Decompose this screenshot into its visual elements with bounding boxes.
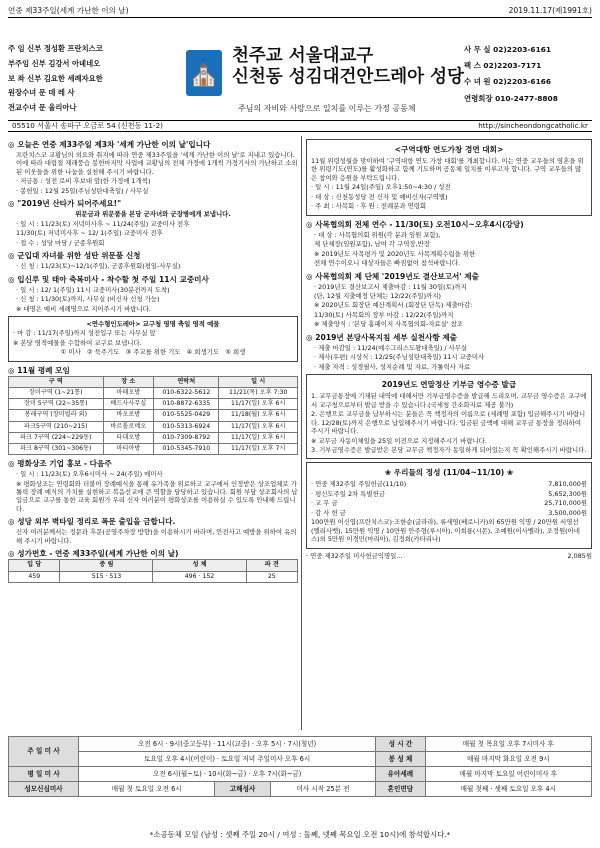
list-item: · 일 시 : 12/ 1(주일) 11시 교중미사(30분전까지 도착) <box>16 285 170 294</box>
table-cell: 타대오방 <box>103 432 154 443</box>
list-item: · 일 시 : 11월 24일(주일) 오후1:50~4:30 / 성전 <box>311 183 451 192</box>
table-cell: 010-7309-8792 <box>154 432 219 443</box>
table-cell: 마티아방 <box>103 443 154 454</box>
box-options <box>13 348 293 356</box>
offering-row <box>306 552 592 560</box>
small-community-note: *소공동체 모임 (남성 : 셋째 주일 20시 / 여성 : 둘째, 넷째 목요일 오전 10시)에 참석합시다.* <box>149 830 451 839</box>
section-body: 프란치스코 교황님의 외요와 취지에 따라 연중 제33주일을 '세계 가난한 이의 날'로 지내고 있습니다. 이에 따라 대림절 재래풍습 봉헌마지막 사업에 교황님의 전체 가정에 1개씩 가정기사의 가난하고 소외된 이웃들을 위한 나눔을 실천해 주시기 바랍니다. <box>16 151 298 176</box>
list-item: · 2019년도 결산보고서 제출마감 : 11월 30일(토)까지 <box>314 282 467 291</box>
offering-row <box>311 509 587 517</box>
table-header: 입 당 <box>9 560 60 571</box>
table-cell: 고해성사 <box>215 782 270 797</box>
website-link[interactable]: http://sincheondongcatholic.kr <box>478 121 588 130</box>
table-cell: 파크5구역 (210~215) <box>9 421 104 432</box>
table-cell: 파크 7구역 (224~229동) <box>9 432 104 443</box>
list-item: (단, 12월 지출예정 단체는 12/22(주일)까지) <box>314 292 441 301</box>
hymn-table <box>8 559 298 582</box>
box-title: <연수형인도레아> 교구청 영명 축일 영적 예물 <box>86 319 220 328</box>
table-header: 구 역 <box>9 376 104 387</box>
contact-item: 팩 스 02)2203-7171 <box>464 61 542 71</box>
list-item: · 대 상 : 신천동성당 전 신자 및 예비신자(구역별) <box>311 192 448 201</box>
table-header: 성 체 <box>153 560 246 571</box>
offering-amount: 5,652,300원 <box>548 489 587 498</box>
section-title: ◎ 오늘은 연중 제33주일 제3차 '세계 가난한 이의 날'입니다 <box>8 140 211 149</box>
table-cell: 파크 8구역 (301~306동) <box>9 443 104 454</box>
table-cell: 010-5345-7910 <box>154 443 219 454</box>
list-item: 11/30(토) 사목회의 장부 마감 : 12/22(주일)까지 <box>314 310 454 319</box>
staff-item: 부주임 신부 김강서 아녜네오 <box>8 58 101 68</box>
list-item: · 저금통 : 성전 로비 후보대 앞(한 가정에 1개씩) <box>16 177 151 186</box>
section-body: · 신 청 : 11/23(토)~12/1(주일), 군종후원회(평일-사무실) <box>16 262 181 271</box>
table-header: 일 시 <box>219 376 298 387</box>
table-cell: 매월 첫 토요일 오전 6시 <box>79 782 215 797</box>
table-cell: 010-5525-0429 <box>154 410 219 421</box>
offering-row <box>311 490 587 498</box>
table-row <box>9 443 298 454</box>
table-cell: 오전 6시 · 9시(중고등부) · 11시(교중) · 오후 5시 · 7시(청년) <box>79 737 376 752</box>
table-cell: 매월 첫째 · 셋째 토요일 오후 4시 <box>425 782 591 797</box>
left-column <box>8 136 298 583</box>
right-column <box>306 136 592 561</box>
list-item: ※ 2020년도 회장단 예산계획서 (회장단 단독) 제출마감: <box>314 301 473 310</box>
list-item: ※ 제출양식 : '본당 홈페이지 사목협의회-자료실' 참조 <box>314 320 463 329</box>
staff-list <box>8 42 178 116</box>
list-item: · 제출 마감일 : 11/24(예수그리스도왕대축일) / 사무실 <box>314 343 468 352</box>
spiritual-gift-box <box>8 316 298 362</box>
table-cell: 496 · 152 <box>153 571 246 582</box>
list-item: ※ 대명은 예비 세례명으로 지어주시기 바랍니다. <box>16 304 151 313</box>
table-cell: 봉 성 체 <box>376 752 425 767</box>
offering-row <box>311 480 587 488</box>
top-bar <box>8 6 592 18</box>
table-row <box>9 737 592 752</box>
table-row <box>9 767 592 782</box>
offering-label: · 연중 제32주일 미사헌금익명일... <box>306 551 403 560</box>
list-item: 2. 은행으로 교무금을 납부하시는 분들은 꼭 책정자의 이름으로 (세례명 포함) 입금해주시기 바랍니다. 12/28(토)까지 은행으로 납입해주시기 바랍니다. 입금된 금액에 대해 교무금 통장을 정리하여 주시기 바랍니다. <box>311 410 586 436</box>
section-subtitle: 위문금과 위문품을 본당 군자녀와 군장병에게 보냅니다. <box>75 210 231 219</box>
offering-label: · 감 사 헌 금 <box>311 508 346 517</box>
table-cell: 미사 시작 25분 전 <box>270 782 375 797</box>
table-cell: 11/17(일) 오후 7시 <box>219 443 298 454</box>
list-item: · 신 청 : 11/30(토)까지, 사무실 (비신자 신청 가능) <box>16 295 160 304</box>
offering-row <box>311 499 587 507</box>
table-row <box>9 782 592 797</box>
contact-item: 사 무 실 02)2203-6161 <box>464 45 552 54</box>
table-row <box>9 752 592 767</box>
table-cell: 성 시 간 <box>376 737 425 752</box>
table-cell: 11/21(목) 오후 7:30 <box>219 387 298 398</box>
section-title: ◎ 2019년 본당사목지침 세부 실천사항 제출 <box>306 332 458 342</box>
box-body: 11월 위령성월을 맞이하여 '구역대항 연도 가창 대회'를 개최합니다. 이는 연중 교우들의 영혼을 위한 위령기도(연도)를 활성화하고 함께 기도하며 공동체 일치를 이루고자 합니다. 구역 교우들의 많은 참여와 응원을 부탁드립니다. <box>311 157 584 182</box>
list-item: ※ 2019년도 사목평가 및 2020년도 사목계획수립을 위한 <box>314 249 476 258</box>
contest-box <box>306 139 592 216</box>
table-cell: 바르톨로메오 <box>103 421 154 432</box>
staff-item: 원장수녀 문 데 레 사 <box>8 88 75 98</box>
section-body: · 일 시 : 11/23(토) 오후6시미사 ~ 24(주일) 매미사 <box>16 470 163 479</box>
section-title: ◎ 사목협의회 전체 연수 - 11/30(토) 오전10시~오후4시(강당) <box>306 219 524 229</box>
church-logo-icon: ⛪ <box>186 50 222 96</box>
table-row <box>9 387 298 398</box>
list-item: · 제출 자격 : 성경필사, 성지순례 및 자료, 가톨릭사 자료 <box>314 362 471 371</box>
table-cell: 11/17(일) 오후 6시 <box>219 421 298 432</box>
offering-box <box>306 462 592 548</box>
offering-note: 100만원 이신엽(프란치스코)·조한순(글라라), 류세영(베로니카)외 65만원 익명 / 20만원 서영선(엘리사벳), 15만원 익명 / 10만원 안주형(루시아), 이희룡(시몬), 조예원(이사벨라), 조정원(아네스)외 5만원 이경민(마리아), 김정희(카타리나) <box>311 518 580 544</box>
table-cell: 11/18(월) 오후 6시 <box>219 410 298 421</box>
table-cell: 010-5313-6924 <box>154 421 219 432</box>
staff-item: 전교수녀 문 율리아나 <box>8 103 77 113</box>
table-cell: 459 <box>9 571 60 582</box>
section-title: ◎ 입신루 및 태아 축복미사 - 착수할 첫 주일 11시 교중미사 <box>8 274 209 284</box>
table-cell: 010-8872-6335 <box>154 399 219 410</box>
table-cell: 515 · 513 <box>60 571 153 582</box>
section-title: ◎ 성가번호 - 연중 제33주일(세계 가난한 이의 날) <box>8 549 179 559</box>
box-title: 2019년도 연말정산 기부금 영수증 발급 <box>381 380 517 390</box>
tax-receipt-box <box>306 374 592 459</box>
offering-label: · 연중 제32주일 주일헌금(11/10) <box>311 480 407 489</box>
table-cell: 매월 첫 목요일 오후 7시미사 후 <box>425 737 591 752</box>
table-row <box>9 432 298 443</box>
option-item: ③ 주교를 위한 기도 <box>125 348 181 357</box>
table-cell: 바오로방 <box>103 410 154 421</box>
section-title: ◎ 11월 평례 모임 <box>8 365 70 375</box>
table-cell: 25 <box>246 571 298 582</box>
option-item: ② 묵주기도 <box>86 348 120 357</box>
option-item: ④ 희생기도 <box>186 348 220 357</box>
offering-label: · 평신도주일 2차 특별헌금 <box>311 489 385 498</box>
church-name <box>232 46 464 88</box>
offering-amount: 2,085원 <box>567 551 592 560</box>
offering-amount: 3,500,000원 <box>548 508 587 517</box>
issue-title: 연중 제33주일(세계 가난한 이의 날) <box>8 6 129 15</box>
table-row <box>9 421 298 432</box>
table-header: 중 림 <box>60 560 153 571</box>
table-cell: 매월 마지막 화요일 오전 9시 <box>425 752 591 767</box>
issue-date: 2019.11.17(제1991호) <box>508 6 592 15</box>
list-item: 전체 연수이오니 대상자들은 빠짐없이 참석바랍니다. <box>314 259 460 268</box>
table-header: 장 소 <box>103 376 154 387</box>
offering-label: · 교 무 금 <box>311 499 338 508</box>
box-title: ❀ 우리들의 정성 (11/04~11/10) ❀ <box>384 468 514 478</box>
box-line: · 마 감 : 11/17(주일)까지 성전입구 또는 사무실 앞 <box>13 329 156 338</box>
table-cell: 토요일 오후 4시(어린이) · 토요일 저녁 주일미사 오후 6시 <box>79 752 376 767</box>
table-cell: 오전 6시(월~토) · 10시(화~금) · 오후 7시(화~금) <box>79 767 376 782</box>
table-row <box>9 399 298 410</box>
section-title: ◎ "2019년 산타가 되어주세요!" <box>8 199 122 209</box>
list-item: · 대 상 : 사목협의회 위원(각 분과 임원 포함), <box>314 230 441 239</box>
mass-schedule <box>8 736 592 797</box>
table-cell: 11/17(일) 오후 6시 <box>219 399 298 410</box>
table-cell: 베드사사무실 <box>103 399 154 410</box>
staff-item: 보 좌 신부 김요한 세례자요한 <box>8 73 103 83</box>
table-cell: 11/17(일) 오후 6시 <box>219 432 298 443</box>
section-body: 신자 여러분께서는 정문과 후문(공영주차장 방향)을 이용하시기 바라며, 안전사고 예방을 위하여 유의해 주시기 바랍니다. <box>16 528 297 545</box>
address: 05510 서울시 송파구 오금로 54 (신천동 11-2) <box>12 121 163 130</box>
offering-amount: 25,710,000원 <box>544 499 587 508</box>
table-header: 연락처 <box>154 376 219 387</box>
table-cell: 유아세례 <box>376 767 425 782</box>
table-cell: 성모신심미사 <box>9 782 79 797</box>
contact-list <box>464 42 592 107</box>
list-item: · 봉헌일 : 12월 25일(주님성탄대축일) / 사무실 <box>16 186 149 195</box>
list-item: 1. 교무금통장에 기재된 내역에 대해서만 기부금영수증을 발급해 드리오며, 교무금 영수증은 교구에서 교구청으로부터 발급 받을 수 있습니다.(국세청 간소화자료 제공 불가) <box>311 392 587 409</box>
table-row <box>9 410 298 421</box>
box-title: <구역대항 연도가창 경연 대회> <box>394 145 504 154</box>
list-item: · 접 수 : 성당 마당 / 군종후원회 <box>16 238 105 247</box>
table-cell: 혼인면담 <box>376 782 425 797</box>
table-header: 파 견 <box>246 560 298 571</box>
contact-item: 수 녀 원 02)2203-6166 <box>464 77 552 87</box>
table-cell: 매월 마지막 토요일 어린이미사 후 <box>425 767 591 782</box>
address-bar <box>8 120 592 132</box>
table-cell: 주 일 미 사 <box>9 737 79 767</box>
table-cell: 봉래구역 (장미빌라 외) <box>9 410 104 421</box>
contact-item: 연령회장 010-2477-8808 <box>464 93 558 103</box>
list-item: 11/30(토) 저녁미사후 ~ 12/ 1(주일) 교중미사 전후 <box>16 229 163 238</box>
table-cell: 평 일 미 사 <box>9 767 79 782</box>
table-cell: 010-6322-5612 <box>154 387 219 398</box>
list-item: 3. 기부금영수증은 발급받은 본당 교무금 책정자가 동일하게 되어있는지 꼭 확인해주시기 바랍니다. <box>311 445 587 454</box>
motto: 주님의 자비와 사랑으로 일치를 이루는 가정 공동체 <box>238 104 416 113</box>
header <box>8 20 592 116</box>
list-item: · 일 시 : 11/23(토) 저녁미사후 ~ 11/24(주일) 교중미사 전후 <box>16 219 190 228</box>
table-cell: 장미구역 (1~21통) <box>9 387 104 398</box>
table-row <box>9 571 298 582</box>
table-cell: 마태오방 <box>103 387 154 398</box>
staff-item: 주 임 신부 정성환 프란치스코 <box>8 44 103 53</box>
list-item: · 제사(우편) 시상식 : 12/25(주님성탄대축일) 11시 교중미사 <box>314 353 485 362</box>
option-item: ⑤ 희생 <box>225 348 246 357</box>
schedule-table <box>8 736 592 797</box>
box-line: ※ 본당 영적예물을 수합하여 교구로 보냅니다. <box>13 338 142 347</box>
list-item: · 주 최 : 사목회 · 후 원 : 전례분과 연령회 <box>311 202 427 211</box>
list-item: 제 단체장(임원포함), 남여 각 구역장,반장 <box>314 240 430 249</box>
option-item: ① 미사 <box>60 348 81 357</box>
church-name-line2: 신천동 성김대건안드레아 성당 <box>232 67 464 87</box>
section-title: ◎ 성당 외부 벽타일 정리로 폭문 출입을 금합니다. <box>8 517 176 527</box>
meeting-table <box>8 376 298 455</box>
table-cell: 장미 5구역 (22~35통) <box>9 399 104 410</box>
section-title: ◎ 군입대 자녀를 위한 성탄 위문품 신청 <box>8 251 141 261</box>
church-name-line1: 천주교 서울대교구 <box>232 46 374 66</box>
column-divider <box>301 136 302 730</box>
offering-amount: 7,810,000원 <box>548 480 587 489</box>
section-title: ◎ 사목협의회 제 단체 '2019년도 결산보고서' 제출 <box>306 271 479 281</box>
section-note: ※ 평화상조는 연령회와 더불어 장례예식을 통해 유가족을 위로하고 교구에서 인정받은 상조업체로 가톨릭 장례 예식의 가치를 실현하고 복음선교에 큰 역할을 담당하고 있습니다. 회원 부담 상조회사의 납입금으로 교구를 통한 교육 회원가 우리 신자 여러분이 평화상조를 이용하실 수 있도록 안내해 드립니다. <box>16 479 298 513</box>
section-title: ◎ 평화상조 기업 홍보 - 다음주 <box>8 459 112 469</box>
list-item: ※ 교무금 자동이체일을 25일 이전으로 지정해주시기 바랍니다. <box>311 436 487 445</box>
